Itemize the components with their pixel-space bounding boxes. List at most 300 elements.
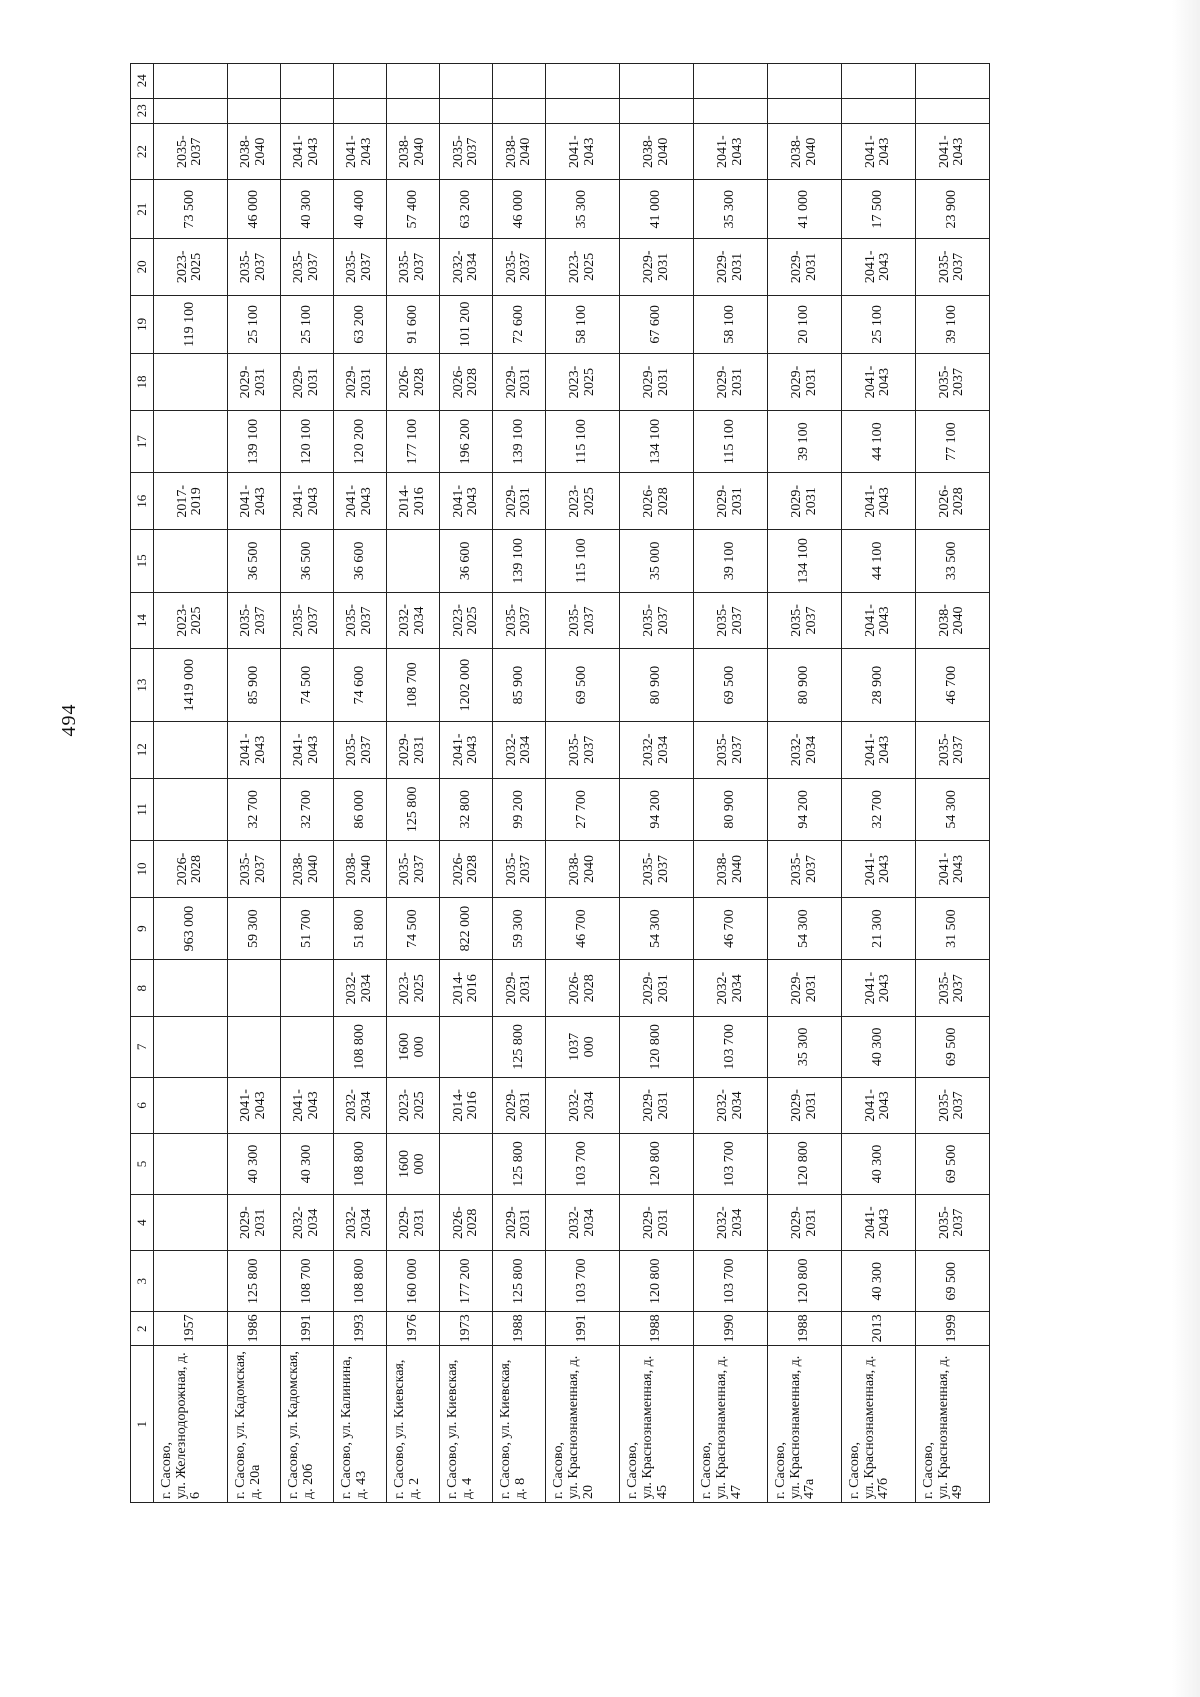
year-cell: 1988 — [493, 1312, 546, 1346]
table-cell: 2032- 2034 — [334, 1194, 387, 1251]
table-cell: 2023- 2025 — [387, 1077, 440, 1134]
table-cell: 2032- 2034 — [694, 1194, 768, 1251]
table-cell: 28 900 — [841, 649, 915, 722]
address-cell: г. Сасово, ул. Киевская, д. 4 — [440, 1346, 493, 1503]
table-cell: 2035- 2037 — [334, 721, 387, 778]
table-cell: 39 100 — [694, 530, 768, 593]
table-cell: 40 400 — [334, 180, 387, 239]
table-cell: 32 700 — [227, 778, 280, 841]
table-cell: 108 800 — [334, 1017, 387, 1078]
table-cell: 94 200 — [620, 778, 694, 841]
table-cell: 59 300 — [493, 897, 546, 960]
table-cell: 2026- 2028 — [440, 1194, 493, 1251]
table-cell: 2035- 2037 — [915, 354, 989, 411]
table-cell: 2041- 2043 — [841, 473, 915, 530]
table-cell: 40 300 — [841, 1251, 915, 1312]
table-cell: 2029- 2031 — [768, 1077, 842, 1134]
table-cell: 2041- 2043 — [227, 473, 280, 530]
table-cell: 36 500 — [227, 530, 280, 593]
table-cell: 21 300 — [841, 897, 915, 960]
table-cell: 2041- 2043 — [841, 1194, 915, 1251]
table-cell: 69 500 — [915, 1134, 989, 1195]
table-cell: 2023- 2025 — [154, 239, 228, 296]
table-cell: 2032- 2034 — [768, 721, 842, 778]
column-number: 2 — [131, 1312, 154, 1346]
table-cell — [154, 1251, 228, 1312]
table-cell: 46 700 — [546, 897, 620, 960]
table-cell: 69 500 — [694, 649, 768, 722]
table-cell: 2038- 2040 — [694, 841, 768, 898]
year-cell: 1991 — [280, 1312, 333, 1346]
table-cell: 2035- 2037 — [915, 239, 989, 296]
table-cell — [154, 1194, 228, 1251]
rotated-table-wrapper — [130, 63, 990, 1503]
table-cell: 2029- 2031 — [387, 1194, 440, 1251]
table-cell: 2041- 2043 — [546, 123, 620, 180]
year-cell: 1986 — [227, 1312, 280, 1346]
table-cell: 40 300 — [841, 1017, 915, 1078]
table-cell — [768, 64, 842, 99]
table-cell — [694, 98, 768, 123]
table-cell: 74 500 — [280, 649, 333, 722]
address-cell: г. Сасово, ул. Краснознаменная, д. 20 — [546, 1346, 620, 1503]
column-number: 5 — [131, 1134, 154, 1195]
column-number: 13 — [131, 649, 154, 722]
table-cell — [227, 98, 280, 123]
table-cell: 2035- 2037 — [280, 592, 333, 649]
table-cell — [154, 410, 228, 473]
table-cell: 2023- 2025 — [387, 960, 440, 1017]
table-cell: 2038- 2040 — [334, 841, 387, 898]
table-cell: 2041- 2043 — [915, 841, 989, 898]
table-cell: 119 100 — [154, 295, 228, 354]
column-number: 3 — [131, 1251, 154, 1312]
table-cell: 120 800 — [620, 1251, 694, 1312]
table-cell: 39 100 — [915, 295, 989, 354]
column-number: 10 — [131, 841, 154, 898]
address-cell: г. Сасово, ул. Калинина, д. 43 — [334, 1346, 387, 1503]
table-cell: 2029- 2031 — [620, 239, 694, 296]
table-cell: 2041- 2043 — [841, 592, 915, 649]
table-cell: 177 200 — [440, 1251, 493, 1312]
table-cell: 177 100 — [387, 410, 440, 473]
table-cell: 1037 000 — [546, 1017, 620, 1078]
table-cell — [546, 64, 620, 99]
table-cell: 74 500 — [387, 897, 440, 960]
table-cell — [334, 64, 387, 99]
table-cell — [280, 1017, 333, 1078]
table-cell: 1419 000 — [154, 649, 228, 722]
table-cell: 69 500 — [915, 1017, 989, 1078]
table-cell: 35 300 — [768, 1017, 842, 1078]
table-cell: 32 800 — [440, 778, 493, 841]
column-number: 18 — [131, 354, 154, 411]
table-cell: 2029- 2031 — [493, 473, 546, 530]
table-cell: 63 200 — [440, 180, 493, 239]
table-cell: 134 100 — [768, 530, 842, 593]
table-cell: 2035- 2037 — [334, 239, 387, 296]
table-cell: 36 500 — [280, 530, 333, 593]
column-number: 17 — [131, 410, 154, 473]
table-cell: 80 900 — [620, 649, 694, 722]
table-cell — [440, 1134, 493, 1195]
table-row — [227, 64, 280, 1503]
table-cell: 2038- 2040 — [227, 123, 280, 180]
table-row — [694, 64, 768, 1503]
table-cell: 2035- 2037 — [493, 239, 546, 296]
table-cell: 2014- 2016 — [387, 473, 440, 530]
table-cell: 35 000 — [620, 530, 694, 593]
table-cell: 2035- 2037 — [493, 592, 546, 649]
table-cell: 2035- 2037 — [227, 239, 280, 296]
column-number: 1 — [131, 1346, 154, 1503]
table-cell: 108 800 — [334, 1251, 387, 1312]
table-cell — [280, 960, 333, 1017]
table-cell: 23 900 — [915, 180, 989, 239]
table-cell: 125 800 — [493, 1251, 546, 1312]
table-cell: 17 500 — [841, 180, 915, 239]
table-row — [154, 64, 228, 1503]
table-cell: 2029- 2031 — [768, 354, 842, 411]
table-cell: 46 000 — [493, 180, 546, 239]
repair-schedule-table — [130, 63, 990, 1503]
table-cell: 2026- 2028 — [915, 473, 989, 530]
table-row — [546, 64, 620, 1503]
table-cell — [227, 64, 280, 99]
year-cell: 1988 — [768, 1312, 842, 1346]
address-cell: г. Сасово, ул. Краснознаменная, д. 45 — [620, 1346, 694, 1503]
table-cell: 120 800 — [768, 1251, 842, 1312]
table-cell: 2041- 2043 — [227, 721, 280, 778]
table-cell: 2035- 2037 — [768, 592, 842, 649]
table-cell: 2038- 2040 — [768, 123, 842, 180]
table-cell: 2038- 2040 — [620, 123, 694, 180]
table-cell — [280, 64, 333, 99]
table-cell: 120 100 — [280, 410, 333, 473]
table-cell: 139 100 — [227, 410, 280, 473]
table-cell: 85 900 — [227, 649, 280, 722]
table-cell: 2029- 2031 — [768, 239, 842, 296]
table-cell: 963 000 — [154, 897, 228, 960]
table-cell: 86 000 — [334, 778, 387, 841]
table-cell: 2023- 2025 — [546, 473, 620, 530]
table-cell: 2041- 2043 — [334, 473, 387, 530]
table-cell — [154, 64, 228, 99]
column-number: 14 — [131, 592, 154, 649]
table-cell: 2041- 2043 — [440, 721, 493, 778]
table-cell: 51 700 — [280, 897, 333, 960]
table-cell: 69 500 — [546, 649, 620, 722]
table-cell: 2026- 2028 — [387, 354, 440, 411]
table-cell: 2029- 2031 — [768, 1194, 842, 1251]
table-cell — [841, 98, 915, 123]
table-cell: 125 800 — [493, 1134, 546, 1195]
table-cell: 32 700 — [280, 778, 333, 841]
scan-edge-shadow — [1172, 0, 1200, 1697]
table-cell: 2041- 2043 — [227, 1077, 280, 1134]
table-cell: 67 600 — [620, 295, 694, 354]
table-cell: 2029- 2031 — [493, 1194, 546, 1251]
address-cell: г. Сасово, ул. Кадомская, д. 20б — [280, 1346, 333, 1503]
table-cell: 101 200 — [440, 295, 493, 354]
table-cell: 2041- 2043 — [841, 1077, 915, 1134]
table-cell: 2035- 2037 — [768, 841, 842, 898]
table-cell: 2041- 2043 — [841, 354, 915, 411]
table-cell: 2029- 2031 — [227, 1194, 280, 1251]
table-cell: 103 700 — [546, 1134, 620, 1195]
table-cell: 2035- 2037 — [620, 841, 694, 898]
table-cell: 2026- 2028 — [440, 841, 493, 898]
table-cell: 2038- 2040 — [546, 841, 620, 898]
table-cell — [154, 778, 228, 841]
address-cell: г. Сасово, ул. Киевская, д. 8 — [493, 1346, 546, 1503]
year-cell: 2013 — [841, 1312, 915, 1346]
table-cell: 2041- 2043 — [280, 473, 333, 530]
table-cell: 2029- 2031 — [620, 1077, 694, 1134]
table-cell: 58 100 — [694, 295, 768, 354]
table-row — [280, 64, 333, 1503]
table-cell: 41 000 — [620, 180, 694, 239]
column-number: 12 — [131, 721, 154, 778]
table-cell: 2041- 2043 — [694, 123, 768, 180]
table-cell: 125 800 — [387, 778, 440, 841]
table-cell: 2035- 2037 — [915, 721, 989, 778]
table-cell: 2041- 2043 — [841, 123, 915, 180]
table-cell: 2035- 2037 — [440, 123, 493, 180]
table-cell — [154, 1077, 228, 1134]
table-cell: 2029- 2031 — [768, 473, 842, 530]
table-cell: 2032- 2034 — [694, 960, 768, 1017]
table-cell — [493, 98, 546, 123]
table-cell: 40 300 — [227, 1134, 280, 1195]
table-cell: 44 100 — [841, 530, 915, 593]
table-cell: 2014- 2016 — [440, 1077, 493, 1134]
table-cell: 2029- 2031 — [280, 354, 333, 411]
table-cell: 2023- 2025 — [440, 592, 493, 649]
table-cell — [387, 98, 440, 123]
year-cell: 1957 — [154, 1312, 228, 1346]
table-cell: 39 100 — [768, 410, 842, 473]
table-cell: 99 200 — [493, 778, 546, 841]
table-cell — [915, 64, 989, 99]
table-cell: 41 000 — [768, 180, 842, 239]
table-cell: 31 500 — [915, 897, 989, 960]
column-number: 20 — [131, 239, 154, 296]
table-cell: 2038- 2040 — [387, 123, 440, 180]
table-row — [493, 64, 546, 1503]
table-cell: 2041- 2043 — [841, 841, 915, 898]
table-cell: 2035- 2037 — [493, 841, 546, 898]
table-cell: 91 600 — [387, 295, 440, 354]
table-cell: 25 100 — [227, 295, 280, 354]
table-cell — [546, 98, 620, 123]
address-cell: г. Сасово, ул. Краснознаменная, д. 49 — [915, 1346, 989, 1503]
column-number: 23 — [131, 98, 154, 123]
table-cell: 54 300 — [620, 897, 694, 960]
column-number: 11 — [131, 778, 154, 841]
table-cell: 44 100 — [841, 410, 915, 473]
table-cell: 2041- 2043 — [841, 239, 915, 296]
table-cell: 77 100 — [915, 410, 989, 473]
table-row — [440, 64, 493, 1503]
column-number: 21 — [131, 180, 154, 239]
table-cell: 2035- 2037 — [280, 239, 333, 296]
table-row — [915, 64, 989, 1503]
table-cell: 2035- 2037 — [620, 592, 694, 649]
table-cell: 2029- 2031 — [493, 354, 546, 411]
column-number: 8 — [131, 960, 154, 1017]
table-cell: 32 700 — [841, 778, 915, 841]
table-cell: 2032- 2034 — [334, 960, 387, 1017]
table-cell: 108 700 — [387, 649, 440, 722]
column-number-row — [131, 64, 154, 1503]
table-cell: 2029- 2031 — [334, 354, 387, 411]
table-cell — [387, 530, 440, 593]
table-cell: 2035- 2037 — [227, 592, 280, 649]
table-cell — [154, 1134, 228, 1195]
table-cell: 2035- 2037 — [546, 721, 620, 778]
table-row — [768, 64, 842, 1503]
table-cell: 59 300 — [227, 897, 280, 960]
table-cell: 139 100 — [493, 410, 546, 473]
address-cell: г. Сасово, ул. Краснознаменная, д. 47б — [841, 1346, 915, 1503]
table-cell: 51 800 — [334, 897, 387, 960]
table-body — [131, 64, 990, 1503]
table-cell: 134 100 — [620, 410, 694, 473]
address-cell: г. Сасово, ул. Краснознаменная, д. 47 — [694, 1346, 768, 1503]
table-cell: 125 800 — [227, 1251, 280, 1312]
table-cell: 1600 000 — [387, 1017, 440, 1078]
column-number: 7 — [131, 1017, 154, 1078]
table-cell: 2032- 2034 — [620, 721, 694, 778]
table-cell: 20 100 — [768, 295, 842, 354]
table-row — [387, 64, 440, 1503]
table-cell: 2032- 2034 — [387, 592, 440, 649]
table-cell — [493, 64, 546, 99]
table-cell: 2029- 2031 — [493, 960, 546, 1017]
table-cell: 25 100 — [280, 295, 333, 354]
table-cell: 2035- 2037 — [546, 592, 620, 649]
table-cell: 2035- 2037 — [915, 1194, 989, 1251]
table-cell: 120 800 — [620, 1017, 694, 1078]
table-cell — [154, 721, 228, 778]
table-cell — [280, 98, 333, 123]
table-cell: 80 900 — [768, 649, 842, 722]
table-cell: 2029- 2031 — [768, 960, 842, 1017]
table-cell: 108 800 — [334, 1134, 387, 1195]
page-number: 494 — [58, 703, 80, 737]
table-cell: 2026- 2028 — [440, 354, 493, 411]
table-cell: 1600 000 — [387, 1134, 440, 1195]
table-cell: 160 000 — [387, 1251, 440, 1312]
table-cell — [334, 98, 387, 123]
table-cell: 2029- 2031 — [620, 354, 694, 411]
column-number: 9 — [131, 897, 154, 960]
table-cell: 2035- 2037 — [334, 592, 387, 649]
table-cell: 2041- 2043 — [280, 1077, 333, 1134]
table-cell: 74 600 — [334, 649, 387, 722]
table-cell: 2029- 2031 — [694, 354, 768, 411]
table-cell: 54 300 — [915, 778, 989, 841]
address-cell: г. Сасово, ул. Кадомская, д. 20а — [227, 1346, 280, 1503]
column-number: 24 — [131, 64, 154, 99]
table-cell: 2041- 2043 — [280, 123, 333, 180]
table-row — [334, 64, 387, 1503]
table-cell — [154, 354, 228, 411]
table-cell: 2041- 2043 — [440, 473, 493, 530]
table-cell: 33 500 — [915, 530, 989, 593]
table-cell — [620, 98, 694, 123]
table-cell — [154, 98, 228, 123]
table-cell: 85 900 — [493, 649, 546, 722]
column-number: 16 — [131, 473, 154, 530]
table-row — [841, 64, 915, 1503]
table-cell — [440, 1017, 493, 1078]
table-cell: 2041- 2043 — [915, 123, 989, 180]
table-cell: 2035- 2037 — [387, 841, 440, 898]
table-cell — [694, 64, 768, 99]
table-cell — [154, 1017, 228, 1078]
table-cell: 103 700 — [546, 1251, 620, 1312]
column-number: 6 — [131, 1077, 154, 1134]
table-cell: 115 100 — [694, 410, 768, 473]
table-cell: 35 300 — [694, 180, 768, 239]
year-cell: 1973 — [440, 1312, 493, 1346]
table-cell: 2029- 2031 — [387, 721, 440, 778]
table-cell: 2035- 2037 — [915, 960, 989, 1017]
table-cell — [620, 64, 694, 99]
table-cell: 2041- 2043 — [334, 123, 387, 180]
table-cell: 63 200 — [334, 295, 387, 354]
table-cell: 2038- 2040 — [280, 841, 333, 898]
table-cell: 2029- 2031 — [620, 1194, 694, 1251]
table-cell: 2023- 2025 — [546, 239, 620, 296]
table-cell: 822 000 — [440, 897, 493, 960]
table-cell: 139 100 — [493, 530, 546, 593]
year-cell: 1990 — [694, 1312, 768, 1346]
year-cell: 1993 — [334, 1312, 387, 1346]
table-cell: 69 500 — [915, 1251, 989, 1312]
table-cell: 94 200 — [768, 778, 842, 841]
year-cell: 1991 — [546, 1312, 620, 1346]
table-cell — [440, 64, 493, 99]
table-cell: 2035- 2037 — [694, 592, 768, 649]
table-cell: 120 800 — [620, 1134, 694, 1195]
table-cell: 2035- 2037 — [154, 123, 228, 180]
table-cell: 103 700 — [694, 1134, 768, 1195]
table-cell: 54 300 — [768, 897, 842, 960]
table-cell: 115 100 — [546, 410, 620, 473]
address-cell: г. Сасово, ул. Краснознаменная, д. 47а — [768, 1346, 842, 1503]
table-cell: 2017- 2019 — [154, 473, 228, 530]
table-cell: 2032- 2034 — [546, 1077, 620, 1134]
table-cell: 2035- 2037 — [915, 1077, 989, 1134]
table-cell — [915, 98, 989, 123]
table-cell: 115 100 — [546, 530, 620, 593]
table-cell: 40 300 — [280, 180, 333, 239]
table-cell: 57 400 — [387, 180, 440, 239]
table-cell: 2014- 2016 — [440, 960, 493, 1017]
table-cell: 2026- 2028 — [546, 960, 620, 1017]
table-cell: 73 500 — [154, 180, 228, 239]
table-cell: 2041- 2043 — [841, 960, 915, 1017]
table-cell: 2035- 2037 — [387, 239, 440, 296]
table-cell — [227, 1017, 280, 1078]
table-cell: 2041- 2043 — [280, 721, 333, 778]
table-cell — [387, 64, 440, 99]
table-cell: 2026- 2028 — [620, 473, 694, 530]
column-number: 19 — [131, 295, 154, 354]
